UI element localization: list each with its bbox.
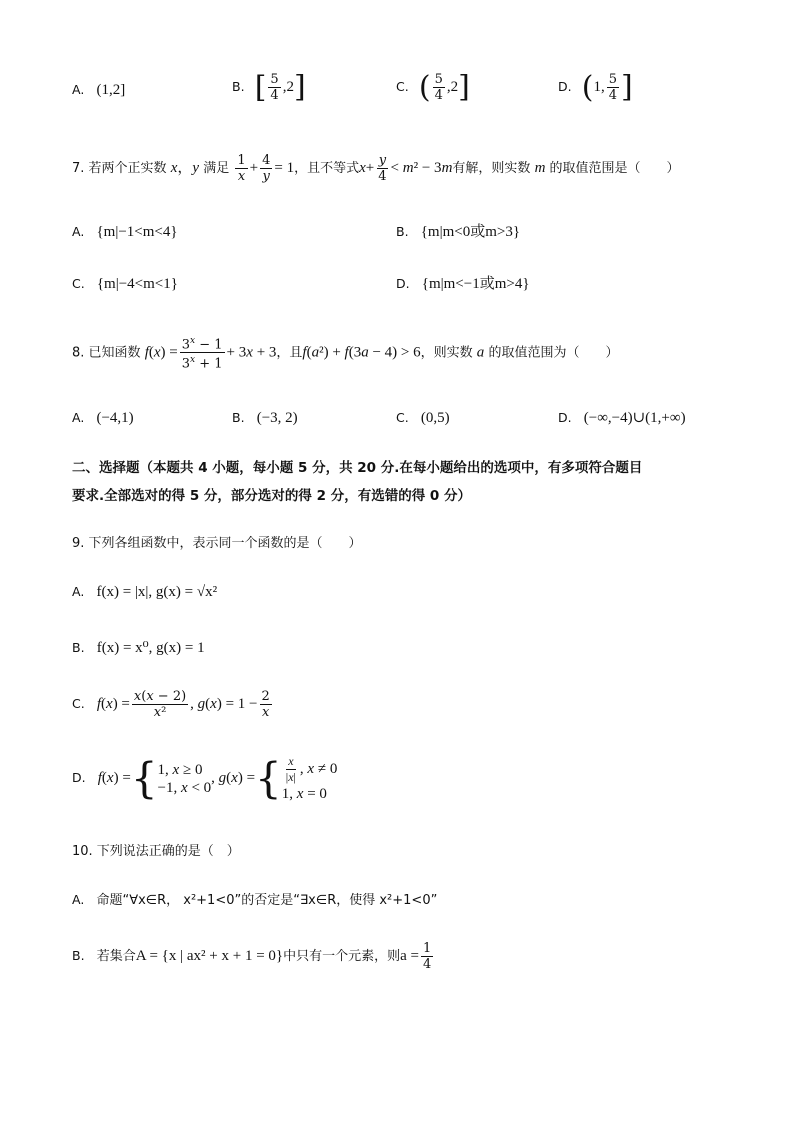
option-label: B. (232, 79, 245, 94)
option-math: (−3, 2) (256, 410, 298, 426)
section-heading-line2: 要求.全部选对的得 5 分，部分选对的得 2 分，有选错的得 0 分） (72, 488, 472, 504)
fraction-1-over-x: $\frac{1}{x}$ (237, 153, 246, 184)
q10-option-a[interactable] (72, 890, 437, 911)
q9-option-c[interactable]: C. f(x) = $\frac{x(x - 2)}{\text{x²}}$ , g(x) = 1 − $\frac{2}{x}$ (72, 689, 270, 720)
option-label: A. (72, 892, 85, 907)
left-paren: ( (418, 69, 431, 105)
q8-stem: 8. 已知函数 f(x) = $\frac{3^x - 1}{3^x + 1}$ + 3x + 3，且f(a²) + f(3a − 4) > 6，则实数 a 的取值范围为（ ） (72, 336, 619, 372)
piecewise-f: 1, x ≥ 0 −1, x < 0 (157, 761, 212, 796)
set-expression: A = {x | ax² + x + 1 = 0} (135, 948, 284, 964)
left-paren: ( (581, 69, 594, 105)
option-text: 命题“∀x∈R， x²+1<0”的否定是“∃x∈R，使得 x²+1<0” (96, 893, 438, 908)
fraction: $\frac{5}{4}$ (270, 72, 279, 103)
q7-option-b[interactable] (396, 222, 520, 243)
q9-stem: 9. 下列各组函数中，表示同一个函数的是（ ） (72, 536, 362, 551)
q9-option-b[interactable] (72, 638, 205, 659)
fraction: $\frac{5}{4}$ (434, 72, 443, 103)
option-label: C. (72, 276, 85, 291)
left-bracket: [ (254, 69, 267, 105)
option-label: B. (72, 948, 85, 963)
q9-option-d[interactable]: D. f(x) ={ 1, x ≥ 0 −1, x < 0 , g(x) ={ $\frac{x}{|x|}$ , x ≠ 0 1, x = 0 (72, 753, 338, 803)
option-math: (−4,1) (96, 410, 134, 426)
section-heading-line1: 二、选择题（本题共 4 小题，每小题 5 分，共 20 分.在每小题给出的选项中，有多项符合题目 (72, 460, 643, 476)
q7-option-d[interactable] (396, 274, 530, 295)
q9-option-a[interactable] (72, 582, 217, 603)
right-bracket: ] (621, 69, 633, 105)
option-label: A. (72, 224, 85, 239)
option-math: (1,2] (96, 82, 126, 98)
option-label: C. (396, 79, 409, 94)
q8-option-d[interactable] (558, 408, 686, 429)
q10-stem: 10. 下列说法正确的是（ ） (72, 844, 240, 859)
q8-option-b[interactable] (232, 408, 298, 429)
q7-stem: 7. 若两个正实数 x，y 满足 $\frac{1}{x}$ + $\frac{4}{y}$ = 1，且不等式x+ $\frac{y}{4}$ < m² − 3m有解，则实数 m 的取值范围是（ ） (72, 153, 680, 184)
q8-option-c[interactable] (396, 408, 450, 429)
option-label: D. (72, 770, 86, 785)
piecewise-g: $\frac{x}{|x|}$ , x ≠ 0 1, x = 0 (281, 754, 338, 802)
option-math: (0,5) (420, 410, 450, 426)
q7-option-a[interactable] (72, 222, 178, 243)
option-math: f(x) = x⁰, g(x) = 1 (96, 640, 205, 656)
option-label: D. (558, 410, 572, 425)
option-label: A. (72, 82, 85, 97)
right-bracket: ] (293, 69, 306, 105)
q8-option-a[interactable] (72, 408, 134, 429)
fraction-4-over-y: $\frac{4}{y}$ (262, 153, 271, 184)
option-label: D. (396, 276, 410, 291)
fraction: $\frac{x(x - 2)}{\text{x²}}$ (133, 689, 187, 720)
q10-option-b[interactable]: B. 若集合A = {x | ax² + x + 1 = 0}中只有一个元素，则a = $\frac{1}{4}$ (72, 941, 432, 972)
option-math: {m|m<−1或m>4} (421, 276, 530, 292)
fraction: $\frac{5}{4}$ (608, 72, 617, 103)
q7-option-c[interactable] (72, 274, 178, 295)
option-math: {m|−4<m<1} (96, 276, 178, 292)
fraction: $\frac{2}{x}$ (261, 689, 270, 720)
q6-option-a[interactable] (72, 80, 125, 101)
option-label: B. (232, 410, 245, 425)
option-math: {m|−1<m<4} (96, 224, 178, 240)
q6-option-c[interactable]: C. ( $\frac{5}{4}$ ,2] (396, 69, 470, 105)
fraction: $\frac{1}{4}$ (423, 941, 432, 972)
option-math: (−∞,−4)∪(1,+∞) (583, 410, 686, 426)
left-brace: { (255, 753, 282, 803)
option-label: B. (396, 224, 409, 239)
option-math: {m|m<0或m>3} (420, 224, 521, 240)
fraction-function: $\frac{3^x - 1}{3^x + 1}$ (181, 336, 223, 372)
option-label: C. (72, 696, 85, 711)
left-brace: { (130, 753, 158, 803)
option-label: C. (396, 410, 409, 425)
option-label: A. (72, 410, 85, 425)
right-bracket: ] (458, 69, 470, 105)
fraction-y-over-4: $\frac{y}{4}$ (378, 153, 387, 184)
q6-option-b[interactable]: B. [ $\frac{5}{4}$ ,2] (232, 69, 306, 105)
q6-option-d[interactable]: D. (1, $\frac{5}{4}$ ] (558, 69, 633, 105)
option-label: B. (72, 640, 85, 655)
option-math: f(x) = |x|, g(x) = √x² (96, 584, 218, 600)
option-label: A. (72, 584, 85, 599)
option-label: D. (558, 79, 572, 94)
